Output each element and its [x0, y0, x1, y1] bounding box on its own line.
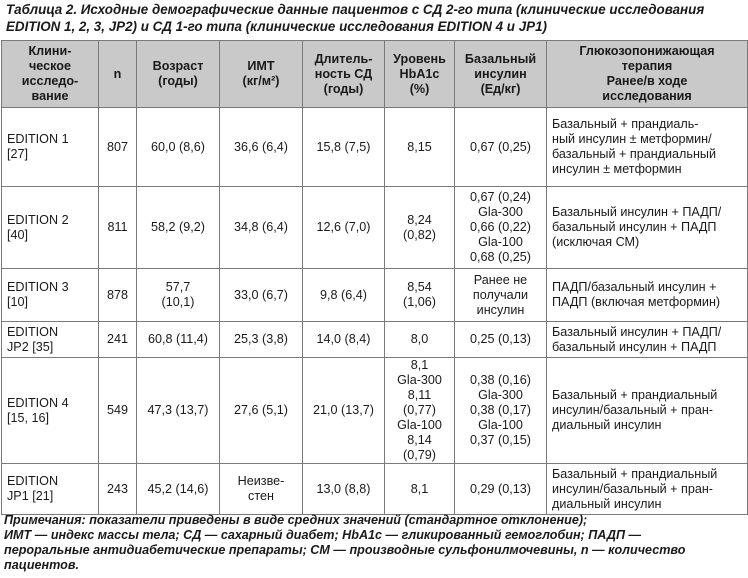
- cell-line: Базальный + прандиальный: [552, 466, 718, 481]
- notes-line: Примечания: показатели приведены в виде средних значений (стандартное отклонение);: [4, 513, 588, 527]
- cell-line: Gla-300: [397, 373, 442, 387]
- cell-line: 57,7: [165, 280, 191, 294]
- cell-line: EDITION: [7, 324, 59, 339]
- cell-line: Ранее не: [473, 272, 528, 287]
- cell-therapy: [547, 322, 748, 358]
- cell-line: 8,0: [410, 332, 429, 346]
- table-body: [2, 108, 748, 515]
- cell-duration: [303, 358, 385, 464]
- cell-study: [2, 108, 99, 187]
- cell-age: [137, 322, 220, 358]
- header-line: n: [113, 66, 122, 81]
- cell-duration: [303, 464, 385, 515]
- notes-line: ИМТ — индекс массы тела; СД — сахарный диабет; HbA1c — гликированный гемоглобин; ПАДП —: [4, 528, 642, 542]
- cell-line: EDITION: [7, 474, 59, 488]
- cell-line: 8,15: [407, 139, 432, 154]
- header-line: исследования: [602, 89, 692, 103]
- cell-line: 14,0 (8,4): [316, 332, 371, 346]
- cell-study: [2, 269, 99, 322]
- cell-line: диальный инсулин: [552, 496, 662, 511]
- cell-therapy: [547, 108, 748, 187]
- cell-hba1c: [385, 108, 455, 187]
- cell-line: базальный + прандиальный: [552, 147, 716, 161]
- table-row: [2, 108, 748, 187]
- cell-line: 243: [106, 481, 128, 496]
- cell-line: 0,38 (0,16): [470, 373, 531, 387]
- cell-line: (0,82): [403, 227, 436, 242]
- cell-line: (0,77): [403, 403, 436, 417]
- cell-line: инсулин ± метформин: [552, 162, 682, 176]
- cell-line: ный инсулин ± метформин/: [552, 132, 712, 146]
- header-line: (Ед/кг): [480, 81, 521, 96]
- header-line: HbA1c: [399, 66, 440, 81]
- baseline-demographics-table: [1, 40, 748, 515]
- header-line: исследо-: [21, 74, 79, 88]
- cell-line: [40]: [7, 227, 29, 242]
- table-row: [2, 464, 748, 515]
- cell-line: Gla-100: [478, 418, 523, 432]
- cell-line: ПАДП (включая метформин): [552, 295, 721, 309]
- cell-line: 33,0 (6,7): [234, 287, 288, 302]
- header-line: Длитель-: [314, 51, 373, 66]
- cell-line: 8,24: [407, 212, 432, 227]
- cell-therapy: [547, 464, 748, 515]
- cell-line: получали: [472, 287, 529, 302]
- header-insulin: [455, 41, 547, 108]
- cell-insulin: [455, 358, 547, 464]
- cell-line: 0,37 (0,15): [470, 433, 531, 447]
- caption-line: Таблица 2. Исходные демографические данные пациентов с СД 2-го типа (клинические исследования: [6, 2, 705, 17]
- cell-hba1c: [385, 464, 455, 515]
- cell-line: 0,66 (0,22): [470, 220, 531, 234]
- header-line: Уровень: [393, 51, 446, 66]
- cell-line: 811: [107, 220, 128, 234]
- cell-bmi: [220, 322, 303, 358]
- cell-line: 0,67 (0,25): [470, 139, 531, 154]
- cell-line: Базальный + прандиальный: [552, 388, 718, 402]
- cell-line: Gla-100: [397, 418, 442, 432]
- header-line: Ранее/в ходе: [606, 74, 688, 88]
- cell-therapy: [547, 358, 748, 464]
- cell-line: 13,0 (8,8): [316, 481, 371, 496]
- cell-line: 60,0 (8,6): [151, 139, 205, 154]
- cell-n: [99, 464, 137, 515]
- cell-study: [2, 187, 99, 269]
- cell-hba1c: [385, 187, 455, 269]
- cell-bmi: [220, 269, 303, 322]
- cell-insulin: [455, 464, 547, 515]
- caption-line: EDITION 1, 2, 3, JP2) и СД 1-го типа (клинические исследования EDITION 4 и JP1): [6, 19, 547, 34]
- cell-line: инсулин/базальный + пран-: [552, 403, 713, 417]
- header-line: Возраст: [152, 59, 204, 73]
- cell-line: Gla-300: [478, 388, 523, 402]
- cell-line: 60,8 (11,4): [148, 332, 208, 346]
- header-line: (кг/м²): [242, 74, 280, 88]
- cell-line: 241: [106, 332, 128, 346]
- header-line: вание: [31, 89, 69, 103]
- cell-duration: [303, 322, 385, 358]
- cell-insulin: [455, 187, 547, 269]
- cell-line: EDITION 4: [7, 395, 69, 410]
- header-line: ность СД: [314, 66, 373, 81]
- header-duration: [303, 41, 385, 108]
- cell-line: Gla-100: [478, 235, 523, 249]
- cell-n: [99, 187, 137, 269]
- header-hba1c: [385, 41, 455, 108]
- cell-line: 12,6 (7,0): [316, 220, 371, 234]
- cell-line: базальный инсулин + ПАДП: [552, 220, 717, 234]
- cell-line: EDITION 2: [7, 212, 69, 227]
- header-line: (годы): [323, 81, 364, 96]
- cell-line: стен: [248, 489, 274, 503]
- cell-line: Базальный инсулин + ПАДП/: [552, 205, 722, 219]
- cell-line: 8,1: [410, 481, 429, 496]
- header-line: Глюкозопонижающая: [579, 44, 715, 58]
- cell-bmi: [220, 187, 303, 269]
- cell-study: [2, 358, 99, 464]
- header-line: ИМТ: [247, 59, 275, 73]
- cell-bmi: [220, 358, 303, 464]
- cell-age: [137, 464, 220, 515]
- cell-line: Неизве-: [237, 474, 285, 488]
- cell-line: (1,06): [403, 295, 436, 309]
- table-row: [2, 187, 748, 269]
- cell-study: [2, 464, 99, 515]
- header-line: (%): [409, 81, 430, 96]
- cell-n: [99, 269, 137, 322]
- cell-therapy: [547, 187, 748, 269]
- cell-n: [99, 358, 137, 464]
- cell-line: EDITION 1: [7, 132, 69, 146]
- cell-line: инсулин/базальный + пран-: [552, 481, 713, 496]
- header-line: терапия: [621, 59, 673, 73]
- header-line: Базальный: [464, 51, 537, 66]
- cell-line: 21,0 (13,7): [313, 403, 374, 417]
- header-line: Клини-: [28, 44, 72, 58]
- cell-line: 8,1: [410, 358, 429, 372]
- cell-line: EDITION 3: [7, 280, 69, 294]
- cell-insulin: [455, 269, 547, 322]
- cell-line: [10]: [7, 295, 29, 309]
- cell-duration: [303, 187, 385, 269]
- cell-bmi: [220, 108, 303, 187]
- cell-line: 58,2 (9,2): [151, 220, 205, 234]
- header-n: [99, 41, 137, 108]
- cell-n: [99, 322, 137, 358]
- cell-therapy: [547, 269, 748, 322]
- cell-line: базальный инсулин + ПАДП: [552, 339, 717, 354]
- cell-line: [15, 16]: [7, 410, 50, 425]
- cell-duration: [303, 269, 385, 322]
- table-row: [2, 358, 748, 464]
- cell-line: 807: [106, 139, 128, 154]
- cell-insulin: [455, 322, 547, 358]
- cell-line: (10,1): [161, 295, 195, 309]
- table-row: [2, 269, 748, 322]
- table-header-row: [2, 41, 748, 108]
- cell-line: диальный инсулин: [552, 418, 662, 432]
- header-line: инсулин: [474, 66, 527, 81]
- cell-line: 27,6 (5,1): [234, 403, 288, 417]
- cell-line: 45,2 (14,6): [147, 481, 209, 496]
- cell-hba1c: [385, 269, 455, 322]
- cell-line: 9,8 (6,4): [320, 287, 367, 302]
- cell-line: 549: [106, 403, 128, 417]
- cell-line: Базальный инсулин + ПАДП/: [552, 324, 722, 339]
- header-study: [2, 41, 99, 108]
- cell-age: [137, 108, 220, 187]
- cell-line: 878: [106, 287, 128, 302]
- cell-line: инсулин: [476, 302, 525, 317]
- cell-line: Базальный + прандиаль-: [552, 117, 699, 131]
- cell-line: 8,14: [407, 433, 432, 447]
- notes-line: пероральные антидиабетические препараты; СМ — производные сульфонилмочевины, n — количество: [4, 543, 686, 557]
- cell-line: 47,3 (13,7): [147, 403, 209, 417]
- cell-line: 0,25 (0,13): [470, 332, 531, 346]
- cell-hba1c: [385, 358, 455, 464]
- header-age: [137, 41, 220, 108]
- cell-line: (исключая СМ): [552, 235, 640, 249]
- cell-line: JP1 [21]: [7, 489, 54, 503]
- table-row: [2, 322, 748, 358]
- header-line: ческое: [29, 59, 71, 73]
- cell-bmi: [220, 464, 303, 515]
- table-caption: [6, 1, 746, 35]
- cell-hba1c: [385, 322, 455, 358]
- cell-line: 0,67 (0,24): [470, 190, 531, 204]
- cell-line: [27]: [7, 147, 29, 161]
- notes-line: пациентов.: [4, 558, 79, 572]
- cell-line: 0,38 (0,17): [470, 403, 531, 417]
- cell-line: 36,6 (6,4): [234, 139, 288, 154]
- cell-line: (0,79): [403, 448, 436, 462]
- cell-line: 15,8 (7,5): [316, 139, 371, 154]
- cell-line: 0,68 (0,25): [470, 250, 531, 264]
- cell-age: [137, 358, 220, 464]
- cell-line: 0,29 (0,13): [470, 481, 531, 496]
- header-line: (годы): [158, 74, 198, 88]
- cell-line: ПАДП/базальный инсулин +: [552, 280, 717, 294]
- cell-line: JP2 [35]: [7, 339, 54, 354]
- header-bmi: [220, 41, 303, 108]
- table-notes: [4, 513, 746, 573]
- cell-n: [99, 108, 137, 187]
- cell-line: 34,8 (6,4): [234, 220, 288, 234]
- cell-insulin: [455, 108, 547, 187]
- cell-line: 8,11: [407, 388, 432, 402]
- cell-line: Gla-300: [478, 205, 523, 219]
- cell-study: [2, 322, 99, 358]
- cell-age: [137, 187, 220, 269]
- cell-line: 8,54: [407, 280, 432, 294]
- cell-duration: [303, 108, 385, 187]
- cell-age: [137, 269, 220, 322]
- cell-line: 25,3 (3,8): [234, 332, 288, 346]
- header-therapy: [547, 41, 748, 108]
